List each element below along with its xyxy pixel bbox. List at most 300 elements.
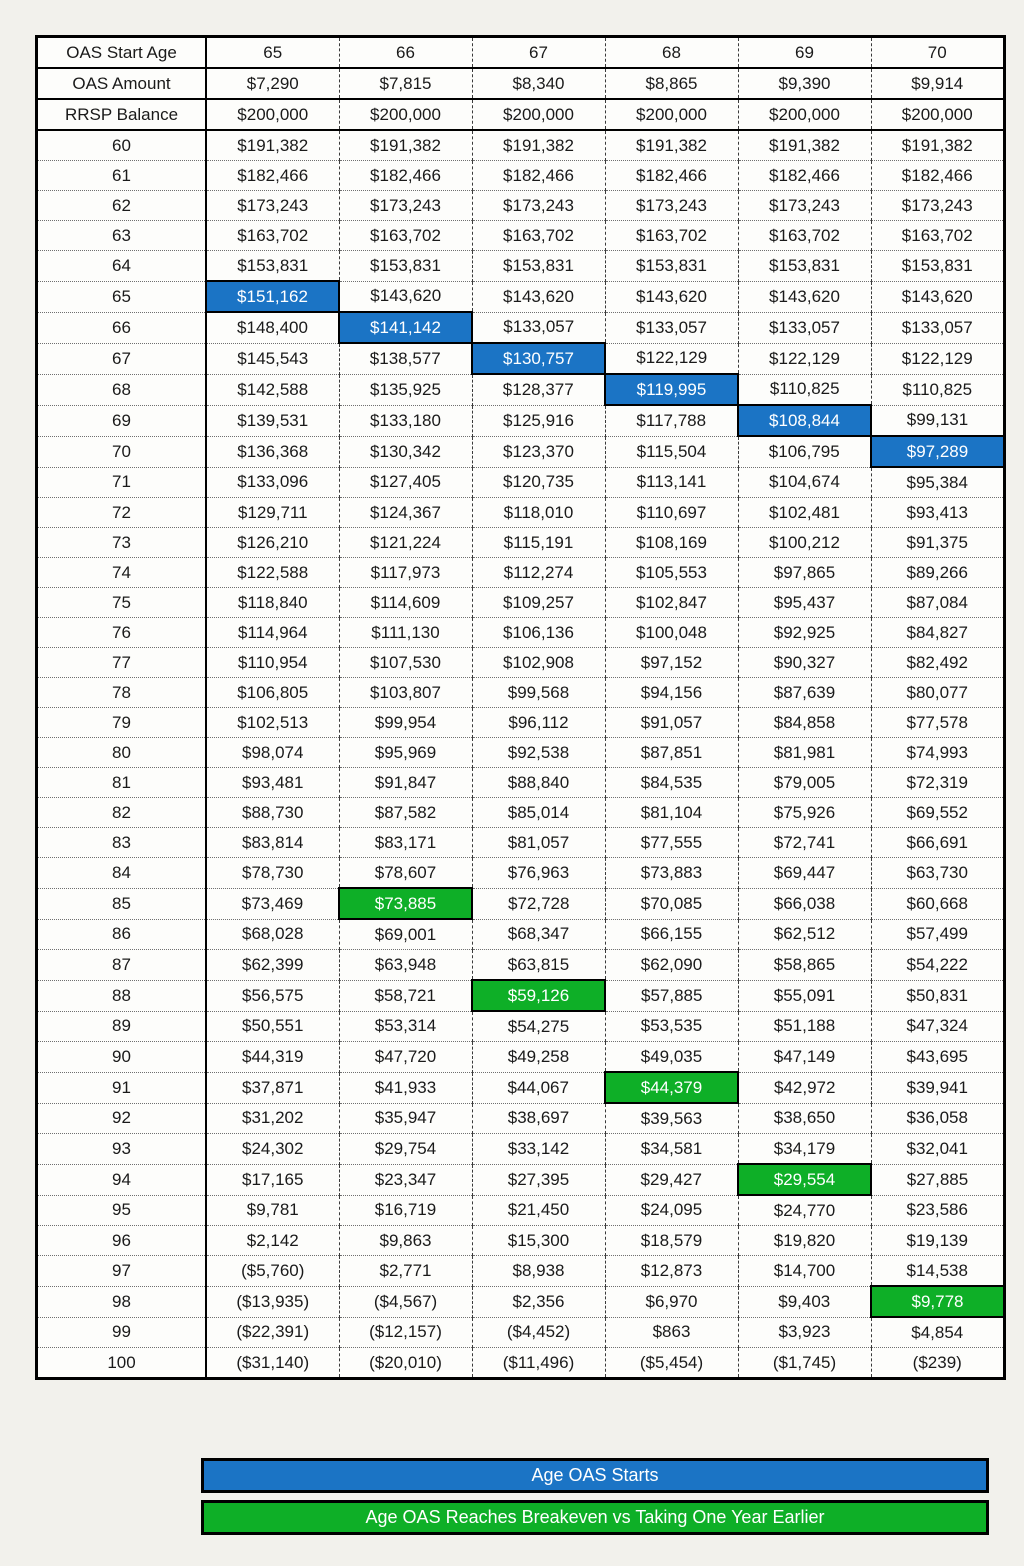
value-cell: $129,711 xyxy=(206,498,339,528)
legend-green-label: Age OAS Reaches Breakeven vs Taking One Year Earlier xyxy=(365,1507,825,1527)
age-cell: 94 xyxy=(37,1164,207,1195)
value-cell: $62,512 xyxy=(738,919,871,950)
value-cell: $122,129 xyxy=(605,343,738,374)
value-cell: $99,131 xyxy=(871,405,1005,436)
start-age-cell: 69 xyxy=(738,37,871,69)
value-cell: $114,609 xyxy=(339,588,472,618)
value-cell: $863 xyxy=(605,1317,738,1348)
table-row-age-79 xyxy=(37,708,1005,738)
age-cell: 67 xyxy=(37,343,207,374)
age-cell: 98 xyxy=(37,1286,207,1317)
value-cell: ($11,496) xyxy=(472,1348,605,1379)
value-cell: $173,243 xyxy=(206,191,339,221)
value-cell: $139,531 xyxy=(206,405,339,436)
value-cell: $191,382 xyxy=(871,130,1005,161)
value-cell: $153,831 xyxy=(206,251,339,282)
value-cell: $44,067 xyxy=(472,1072,605,1103)
oas-start-highlight-cell: $141,142 xyxy=(339,312,472,343)
value-cell: $76,963 xyxy=(472,858,605,889)
value-cell: $53,535 xyxy=(605,1011,738,1042)
table-row-age-73 xyxy=(37,528,1005,558)
age-cell: 64 xyxy=(37,251,207,282)
value-cell: $35,947 xyxy=(339,1103,472,1134)
rrsp-balance-cell: $200,000 xyxy=(738,99,871,130)
table-row-age-64 xyxy=(37,251,1005,282)
oas-start-highlight-cell: $151,162 xyxy=(206,281,339,312)
value-cell: $47,720 xyxy=(339,1042,472,1073)
value-cell: $142,588 xyxy=(206,374,339,405)
value-cell: $94,156 xyxy=(605,678,738,708)
oas-amount-cell: $8,865 xyxy=(605,68,738,99)
legend-breakeven xyxy=(201,1500,989,1535)
value-cell: $87,851 xyxy=(605,738,738,768)
table-row-age-77 xyxy=(37,648,1005,678)
value-cell: $148,400 xyxy=(206,312,339,343)
oas-amount-cell: $7,815 xyxy=(339,68,472,99)
age-cell: 97 xyxy=(37,1256,207,1287)
table-row-age-74 xyxy=(37,558,1005,588)
value-cell: $182,466 xyxy=(738,161,871,191)
value-cell: $145,543 xyxy=(206,343,339,374)
age-cell: 88 xyxy=(37,980,207,1011)
table-row-age-93 xyxy=(37,1134,1005,1165)
breakeven-highlight-cell: $29,554 xyxy=(738,1164,871,1195)
value-cell: $110,697 xyxy=(605,498,738,528)
table-row-age-63 xyxy=(37,221,1005,251)
legend-age-oas-starts xyxy=(201,1458,989,1493)
value-cell: $143,620 xyxy=(472,281,605,312)
start-age-cell: 70 xyxy=(871,37,1005,69)
oas-amount-cell: $9,914 xyxy=(871,68,1005,99)
value-cell: $69,001 xyxy=(339,919,472,950)
value-cell: $115,191 xyxy=(472,528,605,558)
value-cell: $133,180 xyxy=(339,405,472,436)
header-row xyxy=(37,37,1005,69)
table-row-age-66 xyxy=(37,312,1005,343)
value-cell: $118,840 xyxy=(206,588,339,618)
value-cell: $84,535 xyxy=(605,768,738,798)
start-age-cell: 65 xyxy=(206,37,339,69)
value-cell: $15,300 xyxy=(472,1226,605,1256)
table-row-age-75 xyxy=(37,588,1005,618)
value-cell: $23,347 xyxy=(339,1164,472,1195)
value-cell: $58,865 xyxy=(738,950,871,981)
value-cell: $63,815 xyxy=(472,950,605,981)
table-row-age-88 xyxy=(37,980,1005,1011)
value-cell: $34,179 xyxy=(738,1134,871,1165)
value-cell: $102,847 xyxy=(605,588,738,618)
value-cell: $153,831 xyxy=(871,251,1005,282)
value-cell: $163,702 xyxy=(738,221,871,251)
table-row-age-96 xyxy=(37,1226,1005,1256)
value-cell: ($12,157) xyxy=(339,1317,472,1348)
value-cell: $115,504 xyxy=(605,436,738,467)
value-cell: $107,530 xyxy=(339,648,472,678)
oas-amount-label: OAS Amount xyxy=(37,68,207,99)
value-cell: $70,085 xyxy=(605,888,738,919)
value-cell: $163,702 xyxy=(339,221,472,251)
value-cell: $21,450 xyxy=(472,1195,605,1226)
value-cell: $127,405 xyxy=(339,467,472,498)
value-cell: $191,382 xyxy=(605,130,738,161)
value-cell: $163,702 xyxy=(206,221,339,251)
value-cell: $84,858 xyxy=(738,708,871,738)
value-cell: $38,697 xyxy=(472,1103,605,1134)
value-cell: $87,582 xyxy=(339,798,472,828)
value-cell: $51,188 xyxy=(738,1011,871,1042)
value-cell: $6,970 xyxy=(605,1286,738,1317)
value-cell: $133,057 xyxy=(871,312,1005,343)
table-row-age-82 xyxy=(37,798,1005,828)
value-cell: $191,382 xyxy=(206,130,339,161)
value-cell: $163,702 xyxy=(472,221,605,251)
value-cell: $66,038 xyxy=(738,888,871,919)
oas-amount-cell: $9,390 xyxy=(738,68,871,99)
value-cell: $47,149 xyxy=(738,1042,871,1073)
value-cell: $153,831 xyxy=(738,251,871,282)
table-row-age-98 xyxy=(37,1286,1005,1317)
value-cell: ($239) xyxy=(871,1348,1005,1379)
value-cell: $143,620 xyxy=(605,281,738,312)
value-cell: $89,266 xyxy=(871,558,1005,588)
age-cell: 70 xyxy=(37,436,207,467)
value-cell: $73,469 xyxy=(206,888,339,919)
value-cell: $108,169 xyxy=(605,528,738,558)
value-cell: $75,926 xyxy=(738,798,871,828)
value-cell: $17,165 xyxy=(206,1164,339,1195)
value-cell: $117,973 xyxy=(339,558,472,588)
table-row-age-91 xyxy=(37,1072,1005,1103)
age-cell: 81 xyxy=(37,768,207,798)
table-row-age-94 xyxy=(37,1164,1005,1195)
value-cell: $102,513 xyxy=(206,708,339,738)
value-cell: ($31,140) xyxy=(206,1348,339,1379)
legend-blue-label: Age OAS Starts xyxy=(531,1465,659,1485)
value-cell: $90,327 xyxy=(738,648,871,678)
value-cell: $44,319 xyxy=(206,1042,339,1073)
value-cell: $53,314 xyxy=(339,1011,472,1042)
value-cell: $81,981 xyxy=(738,738,871,768)
table-row-age-72 xyxy=(37,498,1005,528)
age-cell: 82 xyxy=(37,798,207,828)
value-cell: $93,413 xyxy=(871,498,1005,528)
value-cell: $136,368 xyxy=(206,436,339,467)
value-cell: $81,057 xyxy=(472,828,605,858)
oas-start-highlight-cell: $119,995 xyxy=(605,374,738,405)
value-cell: $77,578 xyxy=(871,708,1005,738)
value-cell: $143,620 xyxy=(871,281,1005,312)
value-cell: $84,827 xyxy=(871,618,1005,648)
value-cell: $91,057 xyxy=(605,708,738,738)
value-cell: $105,553 xyxy=(605,558,738,588)
value-cell: $27,885 xyxy=(871,1164,1005,1195)
table-row-age-99 xyxy=(37,1317,1005,1348)
value-cell: $97,865 xyxy=(738,558,871,588)
value-cell: $33,142 xyxy=(472,1134,605,1165)
oas-start-highlight-cell: $97,289 xyxy=(871,436,1005,467)
age-cell: 92 xyxy=(37,1103,207,1134)
value-cell: $87,639 xyxy=(738,678,871,708)
age-cell: 60 xyxy=(37,130,207,161)
age-cell: 80 xyxy=(37,738,207,768)
value-cell: $173,243 xyxy=(605,191,738,221)
value-cell: $60,668 xyxy=(871,888,1005,919)
breakeven-table-wrap xyxy=(35,35,1006,1380)
value-cell: $106,136 xyxy=(472,618,605,648)
table-row-age-83 xyxy=(37,828,1005,858)
value-cell: $191,382 xyxy=(472,130,605,161)
table-row-age-69 xyxy=(37,405,1005,436)
table-row-age-62 xyxy=(37,191,1005,221)
value-cell: $9,403 xyxy=(738,1286,871,1317)
value-cell: $91,375 xyxy=(871,528,1005,558)
rrsp-balance-cell: $200,000 xyxy=(206,99,339,130)
table-row-age-90 xyxy=(37,1042,1005,1073)
value-cell: $74,993 xyxy=(871,738,1005,768)
value-cell: $99,954 xyxy=(339,708,472,738)
value-cell: $100,212 xyxy=(738,528,871,558)
age-cell: 84 xyxy=(37,858,207,889)
value-cell: $182,466 xyxy=(871,161,1005,191)
value-cell: $58,721 xyxy=(339,980,472,1011)
value-cell: $34,581 xyxy=(605,1134,738,1165)
value-cell: $173,243 xyxy=(472,191,605,221)
breakeven-highlight-cell: $44,379 xyxy=(605,1072,738,1103)
value-cell: $2,142 xyxy=(206,1226,339,1256)
oas-amount-cell: $7,290 xyxy=(206,68,339,99)
value-cell: $163,702 xyxy=(871,221,1005,251)
value-cell: $2,356 xyxy=(472,1286,605,1317)
value-cell: $9,863 xyxy=(339,1226,472,1256)
value-cell: $143,620 xyxy=(738,281,871,312)
table-row-age-80 xyxy=(37,738,1005,768)
value-cell: $4,854 xyxy=(871,1317,1005,1348)
value-cell: $69,447 xyxy=(738,858,871,889)
age-cell: 90 xyxy=(37,1042,207,1073)
age-cell: 87 xyxy=(37,950,207,981)
value-cell: $23,586 xyxy=(871,1195,1005,1226)
header-row xyxy=(37,99,1005,130)
value-cell: ($13,935) xyxy=(206,1286,339,1317)
table-row-age-97 xyxy=(37,1256,1005,1287)
value-cell: $88,730 xyxy=(206,798,339,828)
value-cell: $173,243 xyxy=(339,191,472,221)
table-row-age-81 xyxy=(37,768,1005,798)
table-row-age-85 xyxy=(37,888,1005,919)
value-cell: $83,814 xyxy=(206,828,339,858)
value-cell: $163,702 xyxy=(605,221,738,251)
value-cell: $31,202 xyxy=(206,1103,339,1134)
value-cell: $24,095 xyxy=(605,1195,738,1226)
age-cell: 61 xyxy=(37,161,207,191)
value-cell: $97,152 xyxy=(605,648,738,678)
value-cell: $83,171 xyxy=(339,828,472,858)
value-cell: $130,342 xyxy=(339,436,472,467)
value-cell: $135,925 xyxy=(339,374,472,405)
value-cell: $153,831 xyxy=(339,251,472,282)
value-cell: $39,563 xyxy=(605,1103,738,1134)
value-cell: $114,964 xyxy=(206,618,339,648)
value-cell: $122,588 xyxy=(206,558,339,588)
value-cell: $18,579 xyxy=(605,1226,738,1256)
value-cell: $41,933 xyxy=(339,1072,472,1103)
value-cell: $112,274 xyxy=(472,558,605,588)
value-cell: $95,437 xyxy=(738,588,871,618)
value-cell: $153,831 xyxy=(472,251,605,282)
age-cell: 66 xyxy=(37,312,207,343)
value-cell: $110,825 xyxy=(871,374,1005,405)
value-cell: $182,466 xyxy=(206,161,339,191)
value-cell: $95,384 xyxy=(871,467,1005,498)
value-cell: $39,941 xyxy=(871,1072,1005,1103)
value-cell: $66,691 xyxy=(871,828,1005,858)
value-cell: $133,096 xyxy=(206,467,339,498)
value-cell: $66,155 xyxy=(605,919,738,950)
oas-start-highlight-cell: $130,757 xyxy=(472,343,605,374)
age-cell: 85 xyxy=(37,888,207,919)
oas-start-age-header: OAS Start Age xyxy=(37,37,207,69)
value-cell: $37,871 xyxy=(206,1072,339,1103)
breakeven-highlight-cell: $59,126 xyxy=(472,980,605,1011)
value-cell: $50,551 xyxy=(206,1011,339,1042)
value-cell: $118,010 xyxy=(472,498,605,528)
value-cell: $43,695 xyxy=(871,1042,1005,1073)
rrsp-balance-label: RRSP Balance xyxy=(37,99,207,130)
age-cell: 95 xyxy=(37,1195,207,1226)
age-cell: 76 xyxy=(37,618,207,648)
age-cell: 74 xyxy=(37,558,207,588)
value-cell: $92,538 xyxy=(472,738,605,768)
value-cell: ($5,454) xyxy=(605,1348,738,1379)
value-cell: $110,954 xyxy=(206,648,339,678)
value-cell: ($4,567) xyxy=(339,1286,472,1317)
value-cell: $113,141 xyxy=(605,467,738,498)
age-cell: 89 xyxy=(37,1011,207,1042)
value-cell: $133,057 xyxy=(472,312,605,343)
value-cell: $27,395 xyxy=(472,1164,605,1195)
value-cell: $123,370 xyxy=(472,436,605,467)
table-row-age-68 xyxy=(37,374,1005,405)
value-cell: $121,224 xyxy=(339,528,472,558)
value-cell: $32,041 xyxy=(871,1134,1005,1165)
age-cell: 93 xyxy=(37,1134,207,1165)
value-cell: $95,969 xyxy=(339,738,472,768)
value-cell: $88,840 xyxy=(472,768,605,798)
value-cell: $3,923 xyxy=(738,1317,871,1348)
value-cell: $78,730 xyxy=(206,858,339,889)
rrsp-balance-cell: $200,000 xyxy=(339,99,472,130)
age-cell: 99 xyxy=(37,1317,207,1348)
value-cell: $72,741 xyxy=(738,828,871,858)
value-cell: $77,555 xyxy=(605,828,738,858)
value-cell: $57,499 xyxy=(871,919,1005,950)
value-cell: $191,382 xyxy=(738,130,871,161)
value-cell: $102,908 xyxy=(472,648,605,678)
oas-start-highlight-cell: $108,844 xyxy=(738,405,871,436)
value-cell: ($5,760) xyxy=(206,1256,339,1287)
value-cell: $29,427 xyxy=(605,1164,738,1195)
value-cell: $62,399 xyxy=(206,950,339,981)
value-cell: $19,820 xyxy=(738,1226,871,1256)
value-cell: $104,674 xyxy=(738,467,871,498)
value-cell: $54,275 xyxy=(472,1011,605,1042)
value-cell: $72,319 xyxy=(871,768,1005,798)
value-cell: $29,754 xyxy=(339,1134,472,1165)
value-cell: ($4,452) xyxy=(472,1317,605,1348)
value-cell: $111,130 xyxy=(339,618,472,648)
value-cell: $55,091 xyxy=(738,980,871,1011)
value-cell: $14,538 xyxy=(871,1256,1005,1287)
age-cell: 100 xyxy=(37,1348,207,1379)
value-cell: $106,805 xyxy=(206,678,339,708)
value-cell: $143,620 xyxy=(339,281,472,312)
header-row xyxy=(37,68,1005,99)
value-cell: $36,058 xyxy=(871,1103,1005,1134)
age-cell: 79 xyxy=(37,708,207,738)
value-cell: $38,650 xyxy=(738,1103,871,1134)
value-cell: $122,129 xyxy=(738,343,871,374)
age-cell: 68 xyxy=(37,374,207,405)
value-cell: $93,481 xyxy=(206,768,339,798)
value-cell: ($22,391) xyxy=(206,1317,339,1348)
breakeven-table xyxy=(35,35,1006,1380)
age-cell: 73 xyxy=(37,528,207,558)
table-row-age-65 xyxy=(37,281,1005,312)
value-cell: $182,466 xyxy=(605,161,738,191)
value-cell: $102,481 xyxy=(738,498,871,528)
age-cell: 86 xyxy=(37,919,207,950)
age-cell: 75 xyxy=(37,588,207,618)
value-cell: ($20,010) xyxy=(339,1348,472,1379)
value-cell: $99,568 xyxy=(472,678,605,708)
table-row-age-86 xyxy=(37,919,1005,950)
table-row-age-70 xyxy=(37,436,1005,467)
value-cell: $47,324 xyxy=(871,1011,1005,1042)
value-cell: $50,831 xyxy=(871,980,1005,1011)
age-cell: 77 xyxy=(37,648,207,678)
value-cell: $16,719 xyxy=(339,1195,472,1226)
table-row-age-60 xyxy=(37,130,1005,161)
value-cell: $85,014 xyxy=(472,798,605,828)
value-cell: $49,035 xyxy=(605,1042,738,1073)
start-age-cell: 68 xyxy=(605,37,738,69)
age-cell: 83 xyxy=(37,828,207,858)
value-cell: $82,492 xyxy=(871,648,1005,678)
value-cell: $69,552 xyxy=(871,798,1005,828)
value-cell: $57,885 xyxy=(605,980,738,1011)
value-cell: $54,222 xyxy=(871,950,1005,981)
value-cell: $92,925 xyxy=(738,618,871,648)
value-cell: $182,466 xyxy=(472,161,605,191)
rrsp-balance-cell: $200,000 xyxy=(871,99,1005,130)
value-cell: $73,883 xyxy=(605,858,738,889)
value-cell: $109,257 xyxy=(472,588,605,618)
value-cell: $122,129 xyxy=(871,343,1005,374)
table-row-age-76 xyxy=(37,618,1005,648)
value-cell: $173,243 xyxy=(871,191,1005,221)
value-cell: $87,084 xyxy=(871,588,1005,618)
value-cell: $56,575 xyxy=(206,980,339,1011)
value-cell: $8,938 xyxy=(472,1256,605,1287)
value-cell: $133,057 xyxy=(738,312,871,343)
value-cell: $120,735 xyxy=(472,467,605,498)
value-cell: $14,700 xyxy=(738,1256,871,1287)
start-age-cell: 67 xyxy=(472,37,605,69)
value-cell: $24,770 xyxy=(738,1195,871,1226)
value-cell: $79,005 xyxy=(738,768,871,798)
value-cell: $62,090 xyxy=(605,950,738,981)
oas-amount-cell: $8,340 xyxy=(472,68,605,99)
